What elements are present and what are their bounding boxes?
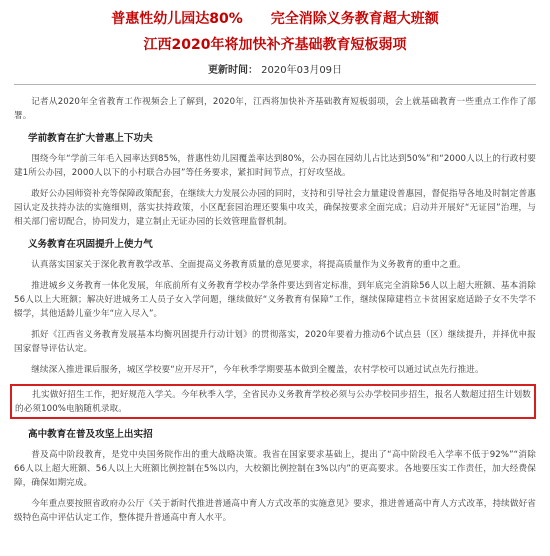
section-heading-preschool: 学前教育在扩大普惠上下功夫 xyxy=(28,133,153,144)
compulsory-paragraph-1: 认真落实国家关于深化教育教学改革、全面提高义务教育质量的意见要求，将提高质量作为义务教育的重中之重。 xyxy=(31,260,466,270)
highschool-paragraph-2: 今年重点要按照省政府办公厅《关于新时代推进普通高中育人方式改革的实施意见》要求，推进普通高中育人方式改革，持续做好省级特色高中评估认定工作，整体提升普通高中育人水平。 xyxy=(14,499,536,523)
headline-line-2: 江西2020年将加快补齐基础教育短板弱项 xyxy=(143,37,407,53)
compulsory-paragraph-4: 继续深入推进课后服务，城区学校要“应开尽开”，今年秋季学期要基本做到全覆盖，农村学校可以通过试点先行推进。 xyxy=(31,365,484,375)
update-time-value: 2020年03月09日 xyxy=(261,65,343,76)
update-meta xyxy=(14,64,536,78)
update-time-label: 更新时间： xyxy=(207,65,258,76)
preschool-paragraph-1: 围绕今年“学前三年毛入园率达到85%，普惠性幼儿园覆盖率达到80%，公办园在园幼儿占比达到50%”和“2000人以上的行政村要建1所公办园，2000人以下的小村联合办园”等任务要求，紧扣时间节点，打好攻坚战。 xyxy=(14,154,536,178)
highlighted-enrollment-paragraph: 扎实做好招生工作，把好规范入学关。今年秋季入学，全省民办义务教育学校必须与公办学校同步招生，报名人数超过招生计划数的必须100%电脑随机录取。 xyxy=(15,390,531,414)
preschool-paragraph-2: 敢好公办园师资补充等保障政策配套，在继续大力发展公办园的同时，支持和引导社会力量建设普惠园，督促指导各地及时制定普惠园认定及扶持办法的实施细则，落实扶持政策，小区配套园治理还要集中攻关，确保按要求全面完成；启动并开展好“无证园”治理，与相关部门密切配合，协同发力，建立制止无证办园的长效管理监督机制。 xyxy=(14,189,536,227)
intro-paragraph: 记者从2020年全省教育工作视频会上了解到，2020年，江西将加快补齐基础教育短板弱项，会上就基础教育一些重点工作作了部署。 xyxy=(14,97,536,121)
title-divider xyxy=(14,84,536,85)
highschool-paragraph-1: 普及高中阶段教育，是党中央国务院作出的重大战略决策。我省在国家要求基础上，提出了“高中阶段毛入学率不低于92%”“消除66人以上超大班额、56人以上大班额比例控制在5%以内，大校额比例控制在3%以内”的更高要求。各地要压实工作责任，加大经费保障，确保如期完成。 xyxy=(14,450,536,488)
highlighted-enrollment-box xyxy=(10,384,536,419)
section-heading-compulsory: 义务教育在巩固提升上使力气 xyxy=(28,239,153,250)
compulsory-paragraph-2: 推进城乡义务教育一体化发展，年底前所有义务教育学校办学条件要达到省定标准，到年底完全消除56人以上超大班额、基本消除56人以上大班额；解决好进城务工人员子女入学问题，继续做好“义务教育有保障”工作，继续保障建档立卡贫困家庭适龄子女不失学不辍学，其他适龄儿童少年“应入尽入”。 xyxy=(14,281,536,319)
section-heading-highschool: 高中教育在普及攻坚上出实招 xyxy=(28,429,153,440)
compulsory-paragraph-3: 抓好《江西省义务教育发展基本均衡巩固提升行动计划》的贯彻落实，2020年要着力推动6个试点县（区）继续提升，并择优申报国家督导评估认定。 xyxy=(14,330,536,354)
headline-line-1: 普惠性幼儿园达80% 完全消除义务教育超大班额 xyxy=(111,11,439,27)
